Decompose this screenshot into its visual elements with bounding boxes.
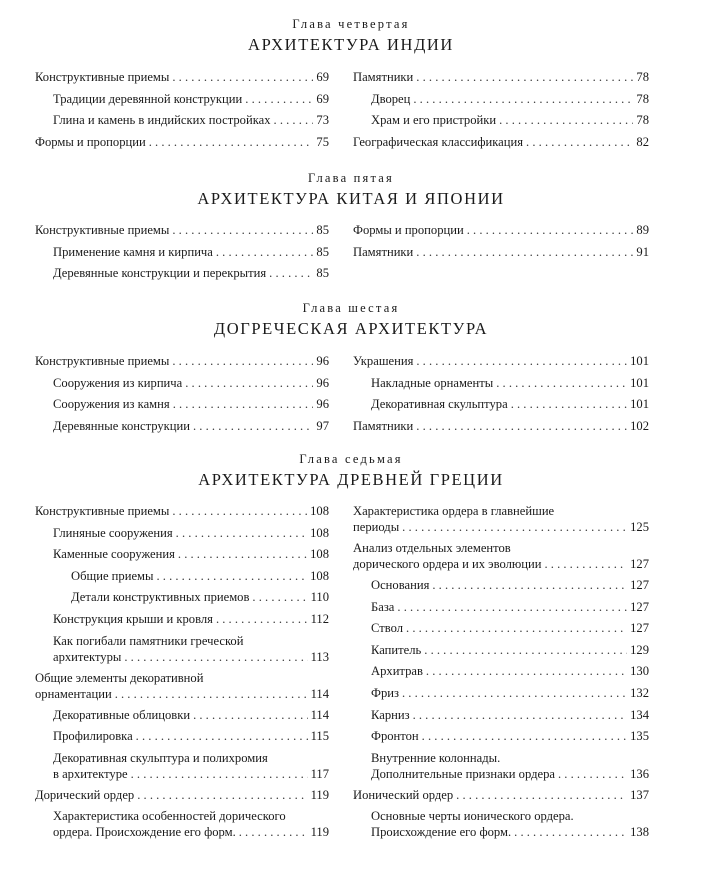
page-number: 117 bbox=[310, 766, 329, 781]
page-number: 108 bbox=[310, 547, 329, 562]
chapter-title: АРХИТЕКТУРА ДРЕВНЕЙ ГРЕЦИИ bbox=[198, 470, 504, 489]
page-number: 119 bbox=[310, 825, 329, 840]
toc-entry bbox=[353, 91, 649, 107]
dot-leader bbox=[402, 519, 627, 535]
toc-entry-title-continued: Происхождение его форм. bbox=[371, 825, 512, 840]
chapter-5-right-column bbox=[353, 222, 649, 265]
toc-entry-title: Конструктивные приемы bbox=[35, 223, 170, 237]
toc-entry-title: Декоративные облицовки bbox=[53, 707, 191, 722]
page-number: 69 bbox=[316, 70, 329, 84]
toc-entry bbox=[353, 134, 649, 150]
dot-leader bbox=[185, 375, 313, 391]
dot-leader bbox=[216, 244, 314, 260]
dot-leader bbox=[397, 599, 627, 615]
chapter-7-left-column bbox=[35, 503, 329, 845]
toc-entry bbox=[353, 396, 649, 412]
dot-leader bbox=[413, 707, 628, 723]
dot-leader bbox=[416, 418, 627, 434]
page-number: 127 bbox=[630, 578, 649, 592]
toc-entry-title: Общие приемы bbox=[71, 568, 154, 583]
toc-entry bbox=[35, 375, 329, 391]
toc-entry-title-continued: дорического ордера и их эволюции bbox=[353, 557, 542, 571]
dot-leader bbox=[402, 685, 627, 701]
toc-entry-title: Сооружения из камня bbox=[53, 397, 170, 412]
toc-entry-title: Формы и пропорции bbox=[35, 134, 146, 149]
toc-entry bbox=[353, 375, 649, 391]
toc-entry-title: База bbox=[371, 599, 395, 614]
toc-entry bbox=[35, 525, 329, 541]
toc-entry-line2 bbox=[53, 649, 329, 665]
toc-entry-title: Карниз bbox=[371, 707, 410, 722]
page-number: 108 bbox=[310, 568, 329, 583]
toc-entry-title: Применение камня и кирпича bbox=[53, 244, 213, 259]
dot-leader bbox=[173, 396, 314, 412]
toc-entry bbox=[353, 353, 649, 369]
page-number: 113 bbox=[310, 649, 329, 664]
dot-leader bbox=[137, 787, 307, 803]
page-number: 97 bbox=[316, 418, 329, 433]
page-number: 85 bbox=[316, 266, 329, 281]
page-number: 82 bbox=[636, 134, 649, 149]
chapter-label: Глава шестая bbox=[302, 301, 400, 315]
page-number: 110 bbox=[310, 590, 329, 605]
chapter-title: ДОГРЕЧЕСКАЯ АРХИТЕКТУРА bbox=[213, 319, 489, 338]
toc-entry bbox=[35, 418, 329, 434]
toc-entry bbox=[35, 808, 329, 840]
toc-entry-title: Сооружения из кирпича bbox=[53, 375, 183, 390]
toc-entry bbox=[35, 568, 329, 584]
dot-leader bbox=[422, 728, 627, 744]
chapter-7-right-column bbox=[353, 503, 649, 845]
dot-leader bbox=[115, 686, 308, 702]
page-number: 132 bbox=[630, 685, 649, 700]
page-number: 101 bbox=[630, 375, 649, 390]
toc-entry-title: Анализ отдельных элементов bbox=[353, 541, 511, 555]
dot-leader bbox=[131, 766, 308, 782]
dot-leader bbox=[216, 611, 308, 627]
page-number: 102 bbox=[630, 418, 649, 433]
toc-entry-title: Глиняные сооружения bbox=[53, 525, 173, 540]
chapter-title: АРХИТЕКТУРА ИНДИИ bbox=[248, 35, 454, 54]
page-number: 73 bbox=[316, 113, 329, 128]
toc-entry-title-continued: Дополнительные признаки ордера bbox=[371, 766, 555, 781]
toc-entry-title: Фронтон bbox=[371, 729, 419, 744]
dot-leader bbox=[526, 134, 633, 150]
page-number: 115 bbox=[310, 729, 329, 744]
dot-leader bbox=[406, 620, 627, 636]
page-number: 85 bbox=[316, 223, 329, 237]
toc-entry-title: Дорический ордер bbox=[35, 787, 135, 802]
dot-leader bbox=[432, 577, 627, 593]
dot-leader bbox=[467, 222, 634, 238]
toc-entry bbox=[353, 503, 649, 535]
toc-entry bbox=[35, 707, 329, 723]
dot-leader bbox=[514, 824, 627, 840]
toc-entry bbox=[35, 546, 329, 562]
dot-leader bbox=[136, 728, 308, 744]
dot-leader bbox=[178, 546, 307, 562]
page-number: 69 bbox=[316, 91, 329, 106]
toc-entry-title: Глина и камень в индийских постройках bbox=[53, 113, 271, 128]
toc-entry bbox=[353, 808, 649, 840]
toc-entry bbox=[353, 685, 649, 701]
toc-entry-title: Ионический ордер bbox=[353, 787, 454, 802]
toc-entry-title: Деревянные конструкции bbox=[53, 418, 190, 433]
toc-entry bbox=[353, 787, 649, 803]
chapter-6-left-column bbox=[35, 353, 329, 439]
chapter-5-left-column bbox=[35, 222, 329, 287]
chapter-6-right-column bbox=[353, 353, 649, 439]
chapter-4-right-column bbox=[353, 69, 649, 155]
toc-entry-title: Основные черты ионического ордера. bbox=[371, 809, 574, 824]
dot-leader bbox=[239, 824, 308, 840]
toc-entry-title: Храм и его пристройки bbox=[371, 113, 497, 128]
toc-entry-title: Деревянные конструкции и перекрытия bbox=[53, 266, 267, 281]
toc-entry-title: Конструкция крыши и кровля bbox=[53, 611, 213, 626]
toc-entry-title: Общие элементы декоративной bbox=[35, 670, 204, 685]
page-number: 91 bbox=[636, 244, 649, 259]
toc-entry bbox=[35, 134, 329, 150]
dot-leader bbox=[416, 69, 633, 85]
page-number: 96 bbox=[316, 375, 329, 390]
chapter-label: Глава седьмая bbox=[299, 452, 403, 466]
toc-entry-title: Декоративная скульптура bbox=[371, 397, 508, 412]
toc-entry bbox=[35, 633, 329, 665]
dot-leader bbox=[252, 589, 307, 605]
toc-entry-title: Конструктивные приемы bbox=[35, 504, 170, 518]
toc-entry bbox=[35, 787, 329, 803]
toc-entry-title: Характеристика особенностей дорического bbox=[53, 809, 286, 824]
toc-entry-title: Основания bbox=[371, 578, 430, 592]
page-number: 129 bbox=[630, 642, 649, 657]
toc-entry-title: Капитель bbox=[371, 642, 422, 657]
toc-entry-title: Детали конструктивных приемов bbox=[71, 590, 250, 605]
dot-leader bbox=[426, 663, 627, 679]
page-number: 96 bbox=[316, 397, 329, 412]
toc-entry bbox=[35, 265, 329, 281]
toc-entry-title: Каменные сооружения bbox=[53, 547, 175, 562]
page-number: 89 bbox=[636, 223, 649, 237]
page-number: 125 bbox=[630, 520, 649, 534]
toc-entry bbox=[353, 222, 649, 238]
toc-entry bbox=[35, 728, 329, 744]
toc-entry-title: Фриз bbox=[371, 685, 399, 700]
toc-entry bbox=[353, 750, 649, 782]
page-number: 130 bbox=[630, 664, 649, 679]
toc-entry-line2 bbox=[53, 766, 329, 782]
dot-leader bbox=[558, 766, 627, 782]
chapter-4-left-column bbox=[35, 69, 329, 155]
toc-entry-title-continued: в архитектуре bbox=[53, 766, 128, 781]
page-number: 78 bbox=[636, 113, 649, 128]
toc-entry-title: Дворец bbox=[371, 91, 411, 106]
toc-entry-title: Памятники bbox=[353, 70, 414, 84]
toc-entry bbox=[35, 611, 329, 627]
toc-entry-title-continued: периоды bbox=[353, 520, 400, 534]
dot-leader bbox=[413, 91, 633, 107]
toc-entry-line2 bbox=[353, 556, 649, 572]
toc-entry bbox=[353, 707, 649, 723]
toc-entry bbox=[35, 589, 329, 605]
dot-leader bbox=[149, 134, 314, 150]
toc-entry-title: Традиции деревянной конструкции bbox=[53, 91, 243, 106]
toc-entry bbox=[353, 663, 649, 679]
dot-leader bbox=[499, 112, 633, 128]
dot-leader bbox=[172, 353, 313, 369]
toc-entry bbox=[35, 112, 329, 128]
page-number: 101 bbox=[630, 397, 649, 412]
toc-entry bbox=[353, 577, 649, 593]
page-number: 78 bbox=[636, 91, 649, 106]
dot-leader bbox=[511, 396, 627, 412]
page-number: 114 bbox=[310, 686, 329, 701]
dot-leader bbox=[245, 91, 313, 107]
page-number: 85 bbox=[316, 244, 329, 259]
toc-entry-title: Накладные орнаменты bbox=[371, 375, 494, 390]
toc-entry-line2 bbox=[371, 824, 649, 840]
page-number: 112 bbox=[310, 611, 329, 626]
chapter-7 bbox=[0, 451, 702, 491]
dot-leader bbox=[176, 525, 307, 541]
toc-entry-title: Профилировка bbox=[53, 729, 133, 744]
toc-entry-title-continued: ордера. Происхождение его форм. bbox=[53, 825, 236, 840]
toc-entry bbox=[353, 599, 649, 615]
dot-leader bbox=[269, 265, 313, 281]
dot-leader bbox=[456, 787, 627, 803]
toc-entry-title-continued: архитектуры bbox=[53, 649, 122, 664]
toc-entry-title: Ствол bbox=[371, 621, 404, 636]
toc-entry-title: Как погибали памятники греческой bbox=[53, 633, 244, 648]
dot-leader bbox=[416, 244, 633, 260]
page-number: 96 bbox=[316, 354, 329, 368]
toc-entry bbox=[35, 670, 329, 702]
toc-entry bbox=[353, 728, 649, 744]
dot-leader bbox=[172, 69, 313, 85]
page-number: 127 bbox=[630, 599, 649, 614]
chapter-label: Глава пятая bbox=[307, 171, 395, 185]
page-number: 127 bbox=[630, 557, 649, 571]
toc-entry-title: Формы и пропорции bbox=[353, 223, 464, 237]
chapter-5 bbox=[0, 170, 702, 210]
toc-entry bbox=[35, 222, 329, 238]
toc-entry-title: Конструктивные приемы bbox=[35, 354, 170, 368]
toc-entry bbox=[353, 418, 649, 434]
page-number: 108 bbox=[310, 525, 329, 540]
toc-entry-line2 bbox=[353, 519, 649, 535]
toc-entry bbox=[353, 244, 649, 260]
page-number: 127 bbox=[630, 621, 649, 636]
toc-entry bbox=[353, 620, 649, 636]
toc-entry-title: Декоративная скульптура и полихромия bbox=[53, 750, 268, 765]
dot-leader bbox=[193, 707, 308, 723]
toc-entry-title: Географическая классификация bbox=[353, 134, 524, 149]
chapter-4 bbox=[0, 16, 702, 56]
toc-entry-line2 bbox=[371, 766, 649, 782]
toc-entry-title: Внутренние колоннады. bbox=[371, 750, 501, 765]
toc-entry bbox=[353, 642, 649, 658]
page-number: 119 bbox=[310, 787, 329, 802]
toc-entry-title: Украшения bbox=[353, 354, 414, 368]
dot-leader bbox=[496, 375, 627, 391]
dot-leader bbox=[172, 222, 313, 238]
toc-entry bbox=[35, 750, 329, 782]
toc-entry bbox=[353, 112, 649, 128]
page-number: 108 bbox=[310, 504, 329, 518]
dot-leader bbox=[424, 642, 627, 658]
toc-entry-line2 bbox=[53, 824, 329, 840]
toc-entry bbox=[353, 69, 649, 85]
dot-leader bbox=[156, 568, 307, 584]
toc-entry bbox=[35, 396, 329, 412]
toc-entry-title-continued: орнаментации bbox=[35, 686, 112, 701]
toc-entry-title: Архитрав bbox=[371, 664, 423, 679]
toc-entry-title: Конструктивные приемы bbox=[35, 70, 170, 84]
toc-entry bbox=[35, 69, 329, 85]
toc-entry bbox=[35, 91, 329, 107]
toc-entry bbox=[35, 244, 329, 260]
chapter-label: Глава четвертая bbox=[292, 17, 410, 31]
dot-leader bbox=[124, 649, 307, 665]
chapter-title: АРХИТЕКТУРА КИТАЯ И ЯПОНИИ bbox=[197, 189, 505, 208]
page-number: 138 bbox=[630, 825, 649, 840]
page-number: 136 bbox=[630, 766, 649, 781]
dot-leader bbox=[274, 112, 314, 128]
page-number: 75 bbox=[316, 134, 329, 149]
toc-entry-title: Памятники bbox=[353, 418, 414, 433]
toc-entry-title: Характеристика ордера в главнейшие bbox=[353, 504, 555, 518]
dot-leader bbox=[172, 503, 307, 519]
chapter-6 bbox=[0, 300, 702, 340]
page-number: 134 bbox=[630, 707, 649, 722]
toc-entry bbox=[35, 353, 329, 369]
page-number: 78 bbox=[636, 70, 649, 84]
toc-entry bbox=[353, 540, 649, 572]
page-number: 101 bbox=[630, 354, 649, 368]
dot-leader bbox=[544, 556, 627, 572]
toc-entry bbox=[35, 503, 329, 519]
dot-leader bbox=[416, 353, 627, 369]
toc-entry-title: Памятники bbox=[353, 244, 414, 259]
dot-leader bbox=[193, 418, 313, 434]
toc-entry-line2 bbox=[35, 686, 329, 702]
page-number: 135 bbox=[630, 729, 649, 744]
page-number: 137 bbox=[630, 787, 649, 802]
page-number: 114 bbox=[310, 707, 329, 722]
